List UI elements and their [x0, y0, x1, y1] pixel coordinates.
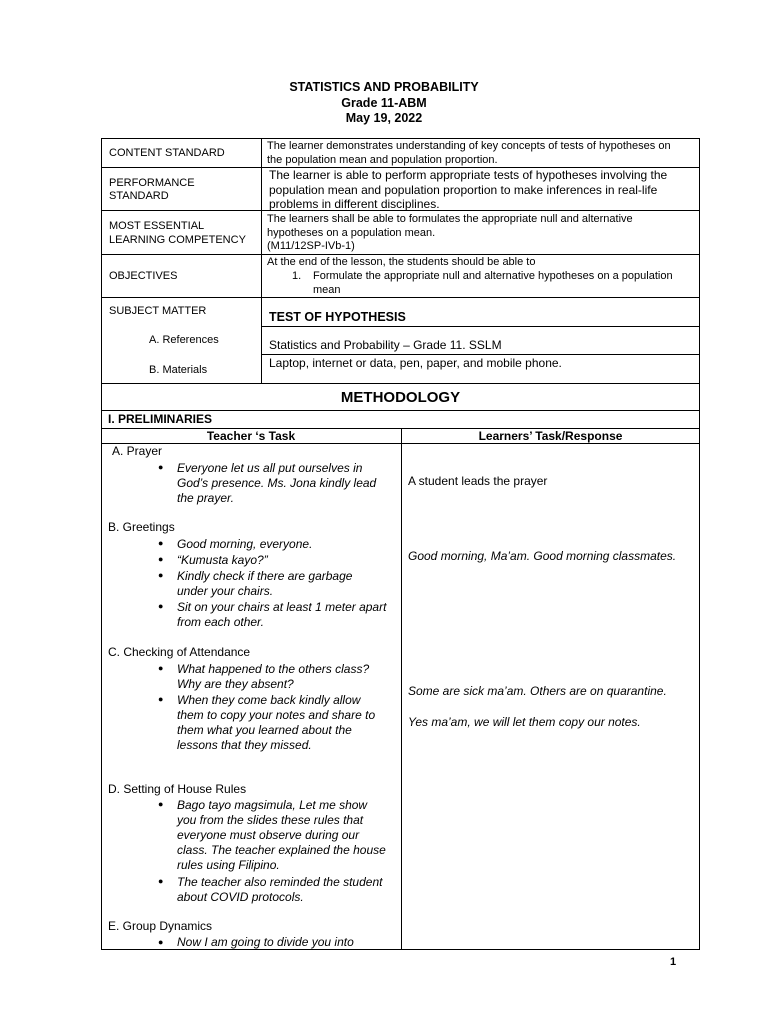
performance-standard-text: problems in different disciplines. [269, 197, 440, 211]
bullet-icon: ● [158, 570, 164, 580]
teacher-task-text: them what you learned about the [177, 723, 352, 737]
objective-text: mean [313, 284, 341, 296]
teacher-task-text: about COVID protocols. [177, 890, 304, 904]
bullet-icon: ● [158, 937, 164, 947]
subject-matter-label: SUBJECT MATTER [109, 305, 207, 317]
teacher-task-text: Why are they absent? [177, 677, 294, 691]
teacher-task-text: the prayer. [177, 491, 234, 505]
teacher-task-text: you from the slides these rules that [177, 813, 364, 827]
bullet-icon: ● [158, 538, 164, 548]
teacher-task-text: When they come back kindly allow [177, 693, 361, 707]
lesson-date: May 19, 2022 [345, 111, 423, 125]
attendance-heading: C. Checking of Attendance [108, 645, 251, 659]
teacher-task-text: everyone must observe during our [177, 828, 360, 842]
bullet-icon: ● [158, 601, 164, 611]
teacher-task-text: Bago tayo magsimula, Let me show [177, 798, 368, 812]
teacher-task-text: lessons that they missed. [177, 738, 312, 752]
materials-value: Laptop, internet or data, pen, paper, and mobile phone. [269, 356, 562, 370]
grade-level: Grade 11-ABM [341, 96, 427, 110]
teacher-task-text: The teacher also reminded the student [177, 875, 383, 889]
melc-label: MOST ESSENTIAL [109, 220, 205, 232]
row-divider [101, 410, 700, 411]
objectives-label: OBJECTIVES [109, 270, 178, 282]
teacher-task-text: Kindly check if there are garbage [177, 569, 353, 583]
row-divider [101, 297, 700, 298]
materials-label: B. Materials [149, 364, 208, 376]
teacher-task-text: Everyone let us all put ourselves in [177, 461, 363, 475]
performance-standard-label: PERFORMANCE [109, 177, 195, 189]
performance-standard-text: population mean and population proportion to make inferences in real-life [269, 183, 658, 197]
references-value: Statistics and Probability – Grade 11. SSLM [269, 338, 502, 352]
bullet-icon: ● [158, 876, 164, 886]
bullet-icon: ● [158, 694, 164, 704]
objective-number: 1. [292, 270, 302, 282]
melc-text: hypotheses on a population mean. [267, 227, 436, 239]
teacher-task-text: Good morning, everyone. [177, 537, 313, 551]
group-dynamics-heading: E. Group Dynamics [108, 919, 213, 933]
teacher-task-text: class. The teacher explained the house [177, 843, 386, 857]
teacher-task-text: What happened to the others class? [177, 662, 370, 676]
bullet-icon: ● [158, 462, 164, 472]
teacher-task-text: them to copy your notes and share to [177, 708, 376, 722]
teacher-task-text: Now I am going to divide you into [177, 935, 354, 949]
learner-response: Some are sick ma’am. Others are on quarantine. [408, 684, 667, 698]
teacher-task-header: Teacher ‘s Task [206, 429, 296, 443]
greetings-heading: B. Greetings [108, 520, 175, 534]
house-rules-heading: D. Setting of House Rules [108, 782, 247, 796]
teacher-task-text: Sit on your chairs at least 1 meter apart [177, 600, 387, 614]
learner-response: Good morning, Ma’am. Good morning classmates. [408, 549, 677, 563]
teacher-task-text: under your chairs. [177, 584, 274, 598]
document-title: STATISTICS AND PROBABILITY [289, 80, 479, 94]
bullet-icon: ● [158, 554, 164, 564]
learner-response: A student leads the prayer [408, 474, 548, 488]
content-standard-label: CONTENT STANDARD [109, 147, 225, 159]
row-divider [261, 326, 700, 327]
row-divider [261, 354, 700, 355]
bullet-icon: ● [158, 799, 164, 809]
objective-text: Formulate the appropriate null and alternative hypotheses on a population [313, 270, 673, 282]
content-standard-text: The learner demonstrates understanding of key concepts of tests of hypotheses on [267, 140, 671, 152]
objectives-intro: At the end of the lesson, the students should be able to [267, 256, 536, 268]
row-divider [101, 383, 700, 384]
preliminaries-heading: I. PRELIMINARIES [108, 412, 213, 426]
teacher-task-text: from each other. [177, 615, 264, 629]
learner-task-header: Learners’ Task/Response [478, 429, 623, 443]
teacher-task-text: “Kumusta kayo?” [177, 553, 268, 567]
column-divider [261, 138, 262, 383]
teacher-task-text: rules using Filipino. [177, 858, 280, 872]
content-standard-text: the population mean and population proportion. [267, 154, 498, 166]
performance-standard-label: STANDARD [109, 190, 169, 202]
learner-response: Yes ma’am, we will let them copy our notes. [408, 715, 641, 729]
subject-matter-value: TEST OF HYPOTHESIS [269, 310, 406, 324]
bullet-icon: ● [158, 663, 164, 673]
performance-standard-text: The learner is able to perform appropriate tests of hypotheses involving the [269, 168, 668, 182]
melc-code: (M11/12SP-IVb-1) [267, 240, 355, 252]
melc-text: The learners shall be able to formulates the appropriate null and alternative [267, 213, 633, 225]
melc-label: LEARNING COMPETENCY [109, 234, 246, 246]
page-number: 1 [670, 956, 677, 968]
references-label: A. References [149, 334, 219, 346]
prayer-heading: A. Prayer [112, 444, 163, 458]
methodology-title: METHODOLOGY [340, 389, 461, 406]
column-divider [401, 428, 402, 950]
teacher-task-text: God’s presence. Ms. Jona kindly lead [177, 476, 377, 490]
row-divider [101, 254, 700, 255]
